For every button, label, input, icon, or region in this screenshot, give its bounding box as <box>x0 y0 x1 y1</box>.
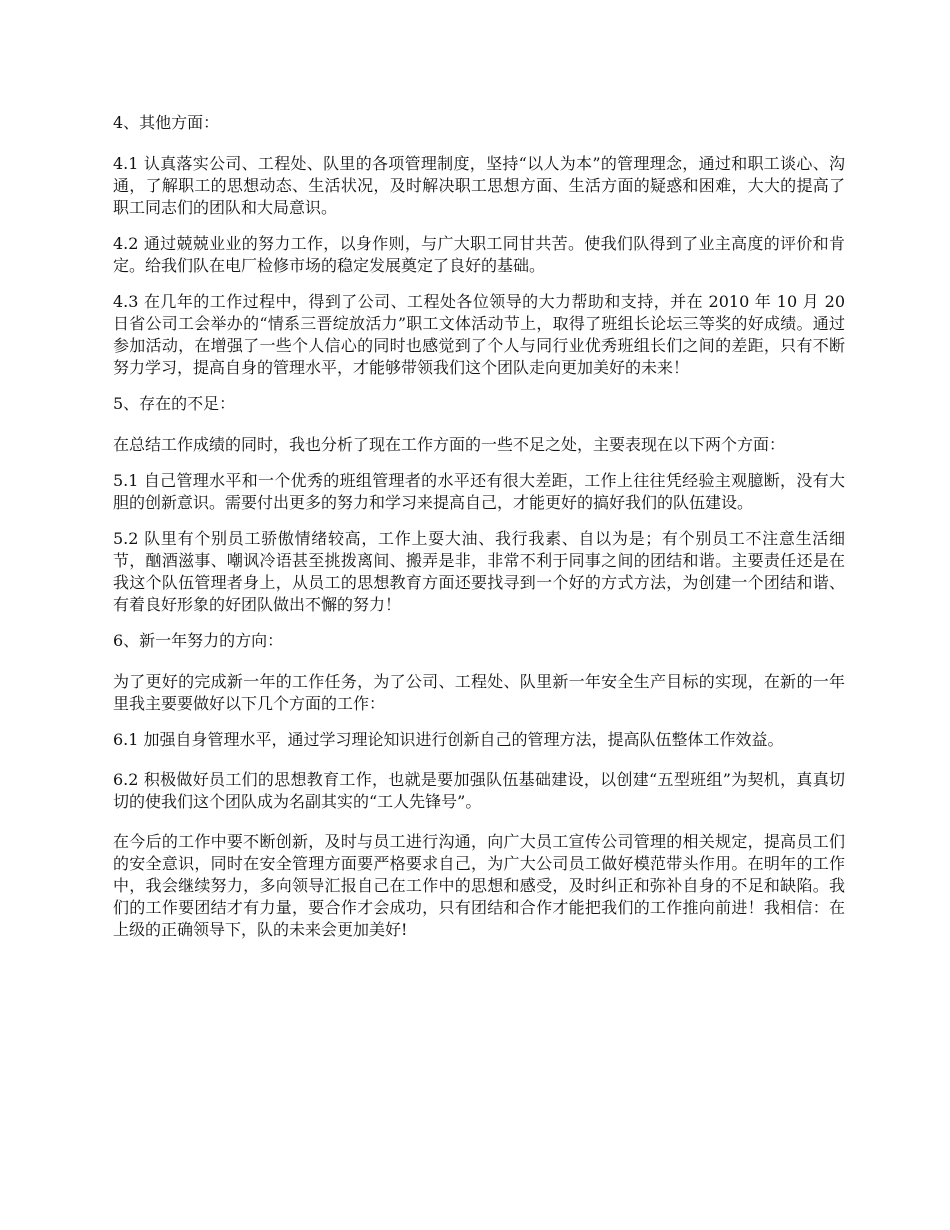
paragraph-6-1: 6.1 加强自身管理水平，通过学习理论知识进行创新自己的管理方法，提高队伍整体工作效益。 <box>113 730 784 749</box>
paragraph-new-year-intro: 为了更好的完成新一年的工作任务，为了公司、工程处、队里新一年安全生产目标的实现，在新的一年里我主要要做好以下几个方面的工作： <box>113 672 845 713</box>
paragraph-6-2: 6.2 积极做好员工们的思想教育工作，也就是要加强队伍基础建设，以创建“五型班组”为契机，真真切切的使我们这个团队成为名副其实的“工人先锋号”。 <box>113 770 845 811</box>
document-page <box>113 112 845 955</box>
paragraph-4-1: 4.1 认真落实公司、工程处、队里的各项管理制度，坚持“以人为本”的管理理念，通过和职工谈心、沟通，了解职工的思想动态、生活状况，及时解决职工思想方面、生活方面的疑惑和困难，大大的提高了职工同志们的团队和大局意识。 <box>113 154 845 217</box>
paragraph-5-2: 5.2 队里有个别员工骄傲情绪较高，工作上耍大油、我行我素、自以为是；有个别员工不注意生活细节，酗酒滋事、嘲讽冷语甚至挑拨离间、搬弄是非，非常不利于同事之间的团结和谐。主要责任还是在我这个队伍管理者身上，从员工的思想教育方面还要找寻到一个好的方式方法，为创建一个团结和谐、有着良好形象的好团队做出不懈的努力！ <box>113 529 845 614</box>
section-heading-new-year-direction: 6、新一年努力的方向： <box>113 631 284 650</box>
paragraph-4-3: 4.3 在几年的工作过程中，得到了公司、工程处各位领导的大力帮助和支持，并在 2010 年 10 月 20 日省公司工会举办的“情系三晋绽放活力”职工文体活动节上，取得了班组长论坛三等奖的好成绩。通过参加活动，在增强了一些个人信心的同时也感觉到了个人与同行业优秀班组长们之间的差距，只有不断努力学习，提高自身的管理水平，才能够带领我们这个团队走向更加美好的未来！ <box>113 292 845 377</box>
section-heading-shortcomings: 5、存在的不足： <box>113 394 236 413</box>
paragraph-5-1: 5.1 自己管理水平和一个优秀的班组管理者的水平还有很大差距，工作上往往凭经验主观臆断，没有大胆的创新意识。需要付出更多的努力和学习来提高自己，才能更好的搞好我们的队伍建设。 <box>113 471 845 512</box>
paragraph-4-2: 4.2 通过兢兢业业的努力工作，以身作则，与广大职工同甘共苦。使我们队得到了业主高度的评价和肯定。给我们队在电厂检修市场的稳定发展奠定了良好的基础。 <box>113 234 845 275</box>
section-heading-other-aspects: 4、其他方面： <box>113 113 220 132</box>
paragraph-shortcomings-intro: 在总结工作成绩的同时，我也分析了现在工作方面的一些不足之处，主要表现在以下两个方面： <box>113 435 786 454</box>
paragraph-conclusion: 在今后的工作中要不断创新，及时与员工进行沟通，向广大员工宣传公司管理的相关规定，提高员工们的安全意识，同时在安全管理方面要严格要求自己，为广大公司员工做好模范带头作用。在明年的工作中，我会继续努力，多向领导汇报自己在工作中的思想和感受，及时纠正和弥补自身的不足和缺陷。我们的工作要团结才有力量，要合作才会成功，只有团结和合作才能把我们的工作推向前进！我相信：在上级的正确领导下，队的未来会更加美好! <box>113 832 845 939</box>
